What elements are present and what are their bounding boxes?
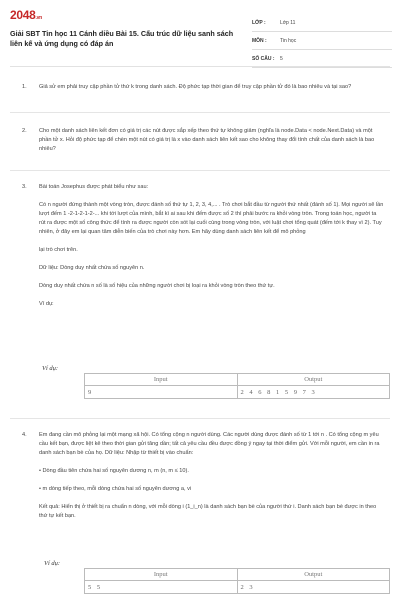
question-number: 4.	[22, 432, 27, 438]
logo-text: 2048	[10, 8, 36, 22]
question-number: 2.	[22, 128, 27, 134]
question-3	[22, 183, 384, 318]
table-row	[85, 386, 390, 399]
question-text: Kết quả: Hiển thị ở thiết bị ra chuẩn n dòng, với mỗi dòng i (1_i_n) là danh sách bạn bè của người thứ i. Danh sách bạn bè được in theo thứ tự kết bạn.	[39, 504, 377, 519]
question-number: 3.	[22, 184, 27, 190]
table-cell: 2 3	[237, 581, 390, 594]
meta-key: LỚP :	[252, 19, 266, 26]
question-text: Giả sử em phải truy cập phần tử thứ k trong danh sách. Độ phức tạp thời gian để truy cập phần tử đó là bao nhiêu và tại sao?	[39, 84, 352, 90]
site-logo[interactable]	[10, 8, 42, 22]
table-header: Input	[85, 374, 238, 386]
meta-key: MÔN :	[252, 37, 267, 44]
meta-row-subject	[252, 32, 392, 50]
question-divider	[10, 170, 390, 171]
meta-key: SỐ CÂU :	[252, 55, 275, 62]
question-text: Có n người đứng thành một vòng tròn, được đánh số thứ tự 1, 2, 3, 4,... . Trò chơi bắt đầu từ người thứ nhất (đánh số 1). Mọi người sẽ lần lượt đếm 1 -2-1-2-1-2-... khi tới lượt của mình, bắt kì ai sau khi đếm được số 2 thì phải bước ra khỏi vòng tròn. Trong toán học, người ta rút ra được một số công thức để tính ra được người còn sót lại cuối cùng trong vòng tròn, với luật chơi tổng quát (đếm tới k thay vì 2). Tuy nhiên, ở đây em lại quan tâm diễn biến của trò chơi này hơn. Em hãy dùng danh sách liên kết để mô phỏng	[39, 202, 384, 235]
table-header-row	[85, 569, 390, 581]
question-divider	[10, 112, 390, 113]
table-cell: 2 4 6 8 1 5 9 7 3	[237, 386, 390, 399]
table-header: Output	[237, 569, 390, 581]
table-header: Input	[85, 569, 238, 581]
logo-suffix: .vn	[35, 15, 42, 21]
example-table	[84, 373, 390, 399]
question-text: • Dòng đầu tiên chứa hai số nguyên dương n, m (n, m ≤ 10).	[39, 468, 189, 474]
question-text: Ví dụ:	[39, 301, 54, 307]
meta-value: Lớp 11	[280, 19, 296, 26]
question-number: 1.	[22, 84, 27, 90]
table-header-row	[85, 374, 390, 386]
question-text: Em đang cần mô phỏng lại một mạng xã hội. Có tổng cộng n người dùng. Các người dùng được đánh số từ 1 tới n . Có tổng cộng m yêu cầu kết bạn, được liệt kê theo thời gian gửi tăng dần; tất cả yêu cầu đều được đồng ý ngay tại thời điểm gửi. Với mỗi người, em cần in ra danh sách bạn bè của họ. Dữ liệu: Nhập từ thiết bị vào chuẩn:	[39, 432, 380, 456]
question-1	[22, 83, 384, 101]
question-4	[22, 431, 384, 530]
question-text: • m dòng tiếp theo, mỗi dòng chứa hai số nguyên dương a, vi	[39, 486, 192, 492]
question-text: Cho một danh sách liên kết đơn có giá trị các nút được sắp xếp theo thứ tự không giảm (nghĩa là node.Data < node.Next.Data) và một phần tử x. Hỏi độ phức tạp để chèn một nút có giá trị là x vào danh sách liên kết sao cho không thay đổi tính chất của danh sách là bao nhiêu?	[39, 128, 375, 152]
meta-value: 5	[280, 55, 283, 62]
page-title: Giải SBT Tin học 11 Cánh diều Bài 15. Cấu trúc dữ liệu sanh sách liên kế và ứng dụng có đáp án	[10, 29, 234, 48]
meta-row-class	[252, 14, 392, 32]
header-divider	[10, 66, 390, 67]
question-text: Dữ liệu: Dòng duy nhất chứa số nguyên n.	[39, 265, 145, 271]
table-cell: 5 5	[85, 581, 238, 594]
question-divider	[10, 418, 390, 419]
meta-table	[252, 14, 392, 68]
example-table	[84, 568, 390, 594]
example-label: Ví dụ:	[44, 560, 61, 567]
question-text: lại trò chơi trên.	[39, 247, 78, 253]
table-cell: 9	[85, 386, 238, 399]
example-label: Ví dụ:	[42, 365, 59, 372]
question-2	[22, 127, 384, 163]
question-text: Bài toán Josephus được phát biểu như sau:	[39, 184, 149, 190]
table-header: Output	[237, 374, 390, 386]
meta-value: Tin học	[280, 37, 297, 44]
question-text: Dòng duy nhất chứa n số là số hiệu của những người chơi bị loại ra khỏi vòng tròn theo thứ tự.	[39, 283, 275, 289]
table-row	[85, 581, 390, 594]
